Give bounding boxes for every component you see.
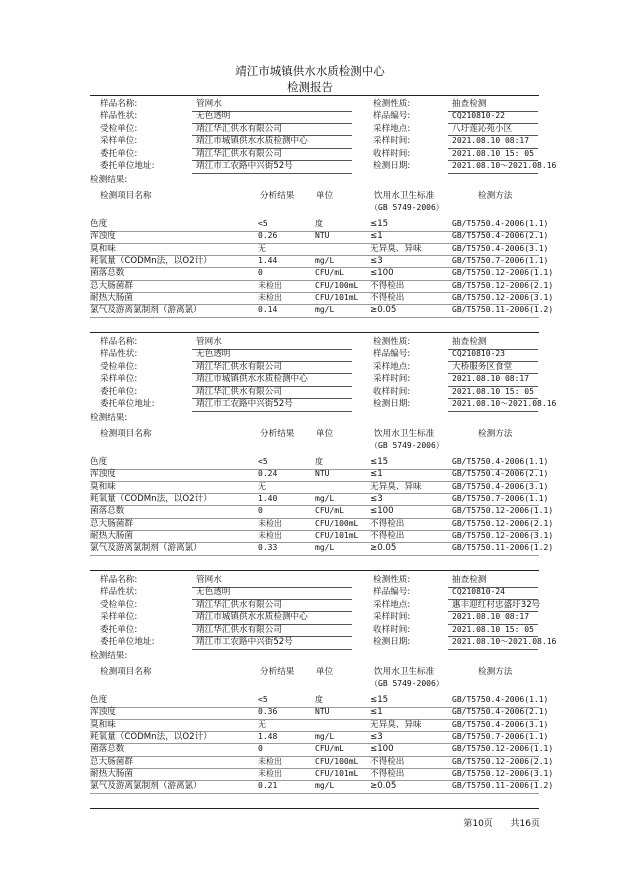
row-item: 耐热大肠菌	[90, 768, 133, 779]
receive-time-value: 2021.08.10 15: 05	[452, 148, 534, 158]
row-result: 未检出	[258, 280, 282, 290]
client-unit-label: 受检单位:	[100, 361, 138, 372]
entrusting-unit-label: 委托单位:	[100, 148, 138, 159]
row-unit: mg/L	[315, 731, 335, 741]
test-date-value: 2021.08.10～2021.08.16	[452, 161, 557, 170]
entrusting-address-value: 靖江市工农路中兴街52号	[196, 161, 293, 171]
row-method: GB/T5750.12-2006(1.1)	[452, 506, 554, 516]
row-standard: 不得检出	[370, 756, 405, 767]
sampling-place-value: 八圩莲沁苑小区	[452, 123, 513, 134]
row-standard: ≤100	[370, 744, 394, 755]
row-unit: mg/L	[315, 305, 335, 315]
row-unit: 度	[315, 695, 323, 704]
row-item: 色度	[90, 219, 108, 229]
row-result: 未检出	[258, 518, 282, 528]
row-item: 菌落总数	[90, 506, 125, 517]
row-standard: 不得检出	[370, 768, 405, 779]
row-unit: 度	[315, 219, 323, 228]
sampling-time-label: 采样时间:	[373, 136, 411, 147]
row-underline	[90, 793, 539, 794]
receive-time-label: 收样时间:	[373, 624, 411, 635]
sampling-place-label: 采样地点:	[373, 361, 411, 372]
row-unit: 度	[315, 457, 323, 466]
row-standard: ≤3	[370, 731, 383, 742]
row-method: GB/T5750.4-2006(3.1)	[452, 719, 549, 729]
col-method-header: 检测方法	[478, 191, 513, 201]
sampling-time-value: 2021.08.10 08:17	[452, 612, 530, 622]
sample-name-value: 管网水	[196, 99, 222, 109]
row-unit: mg/L	[315, 543, 335, 553]
row-result: 1.44	[258, 255, 278, 265]
entrusting-address-value: 靖江市工农路中兴街52号	[196, 637, 293, 647]
row-item: 总大肠菌群	[90, 518, 133, 529]
row-method: GB/T5750.11-2006(1.2)	[452, 543, 554, 553]
sample-property-value: 无色透明	[196, 587, 231, 598]
sampling-place-value: 大桥服务区食堂	[452, 361, 513, 372]
sample-number-label: 样品编号:	[373, 111, 411, 122]
sampling-unit-value: 靖江市城镇供水水质检测中心	[196, 136, 308, 147]
receive-time-value: 2021.08.10 15: 05	[452, 624, 534, 634]
row-method: GB/T5750.12-2006(1.1)	[452, 744, 554, 754]
row-standard: 不得检出	[370, 280, 405, 291]
row-result: <5	[258, 219, 268, 228]
row-standard: 无异臭、异味	[370, 719, 422, 730]
row-result: 未检出	[258, 768, 282, 778]
receive-time-label: 收样时间:	[373, 386, 411, 397]
sample-property-label: 样品性状:	[100, 349, 138, 360]
row-standard: 无异臭、异味	[370, 481, 422, 492]
sampling-time-label: 采样时间:	[373, 612, 411, 623]
row-method: GB/T5750.4-2006(3.1)	[452, 243, 549, 253]
sample-number-value: CQ210810-23	[452, 349, 505, 359]
entrusting-unit-value: 靖江华汇供水有限公司	[196, 148, 282, 159]
test-date-underline	[448, 649, 538, 650]
test-nature-value: 抽查检测	[452, 337, 487, 347]
results-label: 检测结果:	[90, 413, 128, 423]
row-result: 0.21	[258, 781, 278, 791]
row-standard: ≤15	[370, 219, 389, 229]
sample-name-value: 管网水	[196, 575, 222, 585]
row-standard: ≤1	[370, 231, 383, 242]
row-result: 0.26	[258, 231, 278, 241]
row-method: GB/T5750.4-2006(1.1)	[452, 695, 549, 704]
row-standard: ≤100	[370, 268, 394, 279]
row-method: GB/T5750.4-2006(2.1)	[452, 231, 549, 241]
col-method-header: 检测方法	[478, 429, 513, 439]
row-item: 总大肠菌群	[90, 280, 133, 291]
col-result-header: 分析结果	[260, 191, 295, 201]
sample-property-label: 样品性状:	[100, 587, 138, 598]
row-standard: ≥0.05	[370, 543, 397, 554]
row-standard: ≤3	[370, 493, 383, 504]
row-unit: CFU/mL	[315, 268, 344, 278]
row-method: GB/T5750.4-2006(1.1)	[452, 457, 549, 466]
sampling-place-value: 惠丰迎红村忠盛圩32号	[452, 599, 541, 610]
entrusting-address-underline	[192, 649, 352, 650]
row-result: 无	[258, 243, 266, 253]
row-unit: CFU/101mL	[315, 292, 359, 302]
row-method: GB/T5750.12-2006(2.1)	[452, 280, 554, 290]
row-standard: 不得检出	[370, 292, 405, 303]
test-nature-value: 抽查检测	[452, 575, 487, 585]
row-method: GB/T5750.12-2006(2.1)	[452, 518, 554, 528]
row-standard: ≤1	[370, 469, 383, 480]
col-result-header: 分析结果	[260, 667, 295, 677]
row-unit: NTU	[315, 469, 330, 479]
row-item: 浑浊度	[90, 231, 116, 242]
row-unit: mg/L	[315, 493, 335, 503]
sampling-place-label: 采样地点:	[373, 123, 411, 134]
client-unit-value: 靖江华汇供水有限公司	[196, 361, 282, 372]
row-unit: CFU/100mL	[315, 756, 359, 766]
row-item: 氯气及游离氯制剂（游离氯）	[90, 305, 202, 316]
col-standard-header: 饮用水卫生标准	[374, 429, 435, 439]
entrusting-address-label: 委托单位地址:	[100, 399, 155, 409]
row-unit: CFU/101mL	[315, 530, 359, 540]
row-unit: CFU/mL	[315, 506, 344, 516]
results-label: 检测结果:	[90, 651, 128, 661]
entrusting-unit-value: 靖江华汇供水有限公司	[196, 386, 282, 397]
sample-name-label: 样品名称:	[100, 337, 138, 347]
row-result: 0.24	[258, 469, 278, 479]
row-result: 无	[258, 719, 266, 729]
row-result: 0	[258, 506, 263, 516]
row-item: 菌落总数	[90, 268, 125, 279]
entrusting-address-label: 委托单位地址:	[100, 637, 155, 647]
sample-number-value: CQ210810-22	[452, 111, 505, 121]
row-item: 氯气及游离氯制剂（游离氯）	[90, 781, 202, 792]
sampling-time-label: 采样时间:	[373, 374, 411, 385]
row-unit: CFU/100mL	[315, 280, 359, 290]
row-result: <5	[258, 695, 268, 704]
row-result: 未检出	[258, 530, 282, 540]
row-item: 耐热大肠菌	[90, 530, 133, 541]
row-result: 0.36	[258, 707, 278, 717]
sample-number-value: CQ210810-24	[452, 587, 505, 597]
sample-number-label: 样品编号:	[373, 587, 411, 598]
row-unit: CFU/100mL	[315, 518, 359, 528]
row-method: GB/T5750.12-2006(3.1)	[452, 292, 554, 302]
row-item: 臭和味	[90, 481, 116, 492]
client-unit-label: 受检单位:	[100, 123, 138, 134]
row-item: 浑浊度	[90, 707, 116, 718]
sampling-time-value: 2021.08.10 08:17	[452, 136, 530, 146]
col-unit-header: 单位	[316, 429, 334, 439]
col-standard-sub-header: （GB 5749-2006）	[370, 441, 444, 450]
sample-property-label: 样品性状:	[100, 111, 138, 122]
row-result: 0.33	[258, 543, 278, 553]
row-item: 氯气及游离氯制剂（游离氯）	[90, 543, 202, 554]
sampling-time-value: 2021.08.10 08:17	[452, 374, 530, 384]
row-standard: ≤3	[370, 255, 383, 266]
row-unit: CFU/mL	[315, 744, 344, 754]
test-date-value: 2021.08.10～2021.08.16	[452, 399, 557, 408]
client-unit-value: 靖江华汇供水有限公司	[196, 599, 282, 610]
row-method: GB/T5750.7-2006(1.1)	[452, 493, 549, 503]
row-standard: ≤100	[370, 506, 394, 517]
row-result: 0	[258, 268, 263, 278]
sampling-unit-label: 采样单位:	[100, 136, 138, 147]
sampling-unit-value: 靖江市城镇供水水质检测中心	[196, 374, 308, 385]
section-divider	[90, 808, 539, 809]
row-method: GB/T5750.11-2006(1.2)	[452, 781, 554, 791]
entrusting-unit-value: 靖江华汇供水有限公司	[196, 624, 282, 635]
row-method: GB/T5750.7-2006(1.1)	[452, 731, 549, 741]
report-subtitle: 检测报告	[287, 80, 333, 94]
col-standard-sub-header: （GB 5749-2006）	[370, 679, 444, 688]
col-standard-header: 饮用水卫生标准	[374, 667, 435, 677]
receive-time-label: 收样时间:	[373, 148, 411, 159]
row-item: 耐热大肠菌	[90, 292, 133, 303]
entrusting-address-label: 委托单位地址:	[100, 161, 155, 171]
test-nature-label: 检测性质:	[373, 337, 411, 347]
report-org-title: 靖江市城镇供水水质检测中心	[235, 64, 385, 78]
sampling-unit-label: 采样单位:	[100, 374, 138, 385]
row-result: 0	[258, 744, 263, 754]
row-result: 未检出	[258, 756, 282, 766]
row-unit: NTU	[315, 707, 330, 717]
row-method: GB/T5750.12-2006(3.1)	[452, 530, 554, 540]
row-result: 无	[258, 481, 266, 491]
sample-number-label: 样品编号:	[373, 349, 411, 360]
row-method: GB/T5750.12-2006(1.1)	[452, 268, 554, 278]
sampling-unit-label: 采样单位:	[100, 612, 138, 623]
row-item: 耗氧量（CODMn法，以O2计）	[90, 255, 212, 266]
page-footer	[463, 820, 540, 829]
col-unit-header: 单位	[316, 191, 334, 201]
sampling-unit-value: 靖江市城镇供水水质检测中心	[196, 612, 308, 623]
test-date-label: 检测日期:	[373, 161, 411, 171]
row-method: GB/T5750.12-2006(2.1)	[452, 756, 554, 766]
test-nature-label: 检测性质:	[373, 575, 411, 585]
entrusting-unit-label: 委托单位:	[100, 624, 138, 635]
row-standard: ≥0.05	[370, 305, 397, 316]
row-result: 未检出	[258, 292, 282, 302]
test-date-label: 检测日期:	[373, 637, 411, 647]
row-result: 1.48	[258, 731, 278, 741]
sample-name-label: 样品名称:	[100, 99, 138, 109]
entrusting-unit-label: 委托单位:	[100, 386, 138, 397]
col-unit-header: 单位	[316, 667, 334, 677]
row-standard: ≤15	[370, 457, 389, 467]
row-unit: mg/L	[315, 255, 335, 265]
test-date-value: 2021.08.10～2021.08.16	[452, 637, 557, 646]
row-item: 浑浊度	[90, 469, 116, 480]
row-standard: 无异臭、异味	[370, 243, 422, 254]
col-item-header: 检测项目名称	[100, 429, 152, 439]
row-unit: mg/L	[315, 781, 335, 791]
row-result: <5	[258, 457, 268, 466]
col-method-header: 检测方法	[478, 667, 513, 677]
row-method: GB/T5750.7-2006(1.1)	[452, 255, 549, 265]
row-method: GB/T5750.12-2006(3.1)	[452, 768, 554, 778]
row-method: GB/T5750.4-2006(3.1)	[452, 481, 549, 491]
row-standard: ≤1	[370, 707, 383, 718]
sample-name-label: 样品名称:	[100, 575, 138, 585]
client-unit-value: 靖江华汇供水有限公司	[196, 123, 282, 134]
row-unit: CFU/101mL	[315, 768, 359, 778]
row-item: 臭和味	[90, 719, 116, 730]
row-item: 总大肠菌群	[90, 756, 133, 767]
row-result: 0.14	[258, 305, 278, 315]
col-result-header: 分析结果	[260, 429, 295, 439]
test-nature-value: 抽查检测	[452, 99, 487, 109]
row-method: GB/T5750.11-2006(1.2)	[452, 305, 554, 315]
row-method: GB/T5750.4-2006(2.1)	[452, 469, 549, 479]
test-nature-label: 检测性质:	[373, 99, 411, 109]
entrusting-address-value: 靖江市工农路中兴街52号	[196, 399, 293, 409]
page-number: 第10页	[463, 819, 493, 829]
row-method: GB/T5750.4-2006(2.1)	[452, 707, 549, 717]
row-standard: 不得检出	[370, 530, 405, 541]
sample-name-value: 管网水	[196, 337, 222, 347]
col-item-header: 检测项目名称	[100, 191, 152, 201]
row-standard: ≤15	[370, 695, 389, 705]
col-standard-header: 饮用水卫生标准	[374, 191, 435, 201]
receive-time-value: 2021.08.10 15: 05	[452, 386, 534, 396]
client-unit-label: 受检单位:	[100, 599, 138, 610]
results-label: 检测结果:	[90, 175, 128, 185]
col-standard-sub-header: （GB 5749-2006）	[370, 203, 444, 212]
row-method: GB/T5750.4-2006(1.1)	[452, 219, 549, 228]
page-total: 共16页	[510, 819, 540, 829]
row-item: 色度	[90, 457, 108, 467]
row-unit: NTU	[315, 231, 330, 241]
sample-property-value: 无色透明	[196, 111, 231, 122]
row-result: 1.40	[258, 493, 278, 503]
sample-property-value: 无色透明	[196, 349, 231, 360]
row-item: 臭和味	[90, 243, 116, 254]
row-item: 色度	[90, 695, 108, 705]
row-standard: 不得检出	[370, 518, 405, 529]
test-date-label: 检测日期:	[373, 399, 411, 409]
col-item-header: 检测项目名称	[100, 667, 152, 677]
row-item: 耗氧量（CODMn法，以O2计）	[90, 493, 212, 504]
row-standard: ≥0.05	[370, 781, 397, 792]
sampling-place-label: 采样地点:	[373, 599, 411, 610]
row-item: 耗氧量（CODMn法，以O2计）	[90, 731, 212, 742]
row-item: 菌落总数	[90, 744, 125, 755]
